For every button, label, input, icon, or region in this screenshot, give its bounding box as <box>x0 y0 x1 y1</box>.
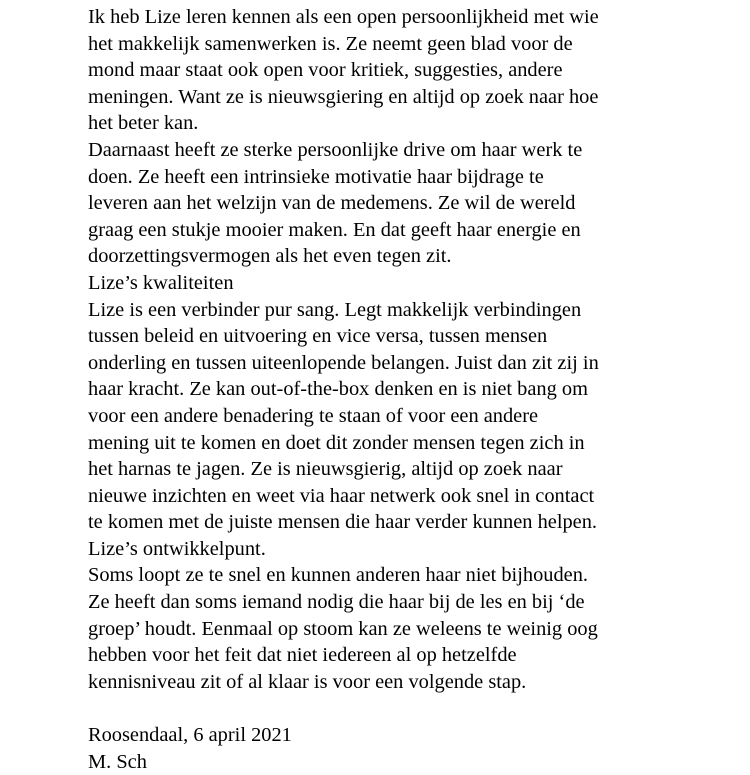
text-line: Soms loopt ze te snel en kunnen anderen haar niet bijhouden. <box>88 564 588 587</box>
text-line: kennisniveau zit of al klaar is voor een volgende stap. <box>88 670 527 693</box>
text-line: onderling en tussen uiteenlopende belangen. Juist dan zit zij in <box>88 351 599 374</box>
text-line: tussen beleid en uitvoering en vice versa, tussen mensen <box>88 325 548 348</box>
text-line: het makkelijk samenwerken is. Ze neemt geen blad voor de <box>88 32 573 55</box>
text-line: Ze heeft dan soms iemand nodig die haar bij de les en bij ‘de <box>88 591 585 614</box>
text-line: Ik heb Lize leren kennen als een open persoonlijkheid met wie <box>88 6 599 28</box>
text-line: Daarnaast heeft ze sterke persoonlijke drive om haar werk te <box>88 138 583 161</box>
paragraph-qualities <box>88 297 748 536</box>
text-line: leveren aan het welzijn van de medemens. Ze wil de wereld <box>88 192 576 215</box>
text-line: hebben voor het feit dat niet iedereen al op hetzelfde <box>88 644 517 667</box>
paragraph-development <box>88 562 748 695</box>
text-line: doen. Ze heeft een intrinsieke motivatie haar bijdrage te <box>88 165 544 188</box>
text-line: meningen. Want ze is nieuwsgiering en altijd op zoek naar hoe <box>88 85 599 108</box>
text-line: voor een andere benadering te staan of voor een andere <box>88 404 539 427</box>
text-line: het beter kan. <box>88 112 199 135</box>
text-line: het harnas te jagen. Ze is nieuwsgierig, altijd op zoek naar <box>88 458 563 481</box>
text-line: graag een stukje mooier maken. En dat geeft haar energie en <box>88 218 581 241</box>
document-page <box>88 4 748 775</box>
heading-qualities: Lize’s kwaliteiten <box>88 271 234 294</box>
paragraph-drive <box>88 137 748 270</box>
heading-development: Lize’s ontwikkelpunt. <box>88 537 266 560</box>
blank-line <box>88 695 748 722</box>
text-line: mond maar staat ook open voor kritiek, suggesties, andere <box>88 59 563 82</box>
text-line: Lize is een verbinder pur sang. Legt makkelijk verbindingen <box>88 298 582 321</box>
place-date: Roosendaal, 6 april 2021 <box>88 724 292 747</box>
text-line: groep’ houdt. Eenmaal op stoom kan ze weleens te weinig oog <box>88 617 598 640</box>
text-line: doorzettingsvermogen als het even tegen zit. <box>88 245 452 268</box>
signature-name: M. Sch <box>88 750 147 773</box>
text-line: nieuwe inzichten en weet via haar netwerk ook snel in contact <box>88 484 595 507</box>
paragraph-intro <box>88 4 748 137</box>
text-line: te komen met de juiste mensen die haar verder kunnen helpen. <box>88 511 598 534</box>
text-line: mening uit te komen en doet dit zonder mensen tegen zich in <box>88 431 585 454</box>
text-line: haar kracht. Ze kan out-of-the-box denken en is niet bang om <box>88 378 588 401</box>
